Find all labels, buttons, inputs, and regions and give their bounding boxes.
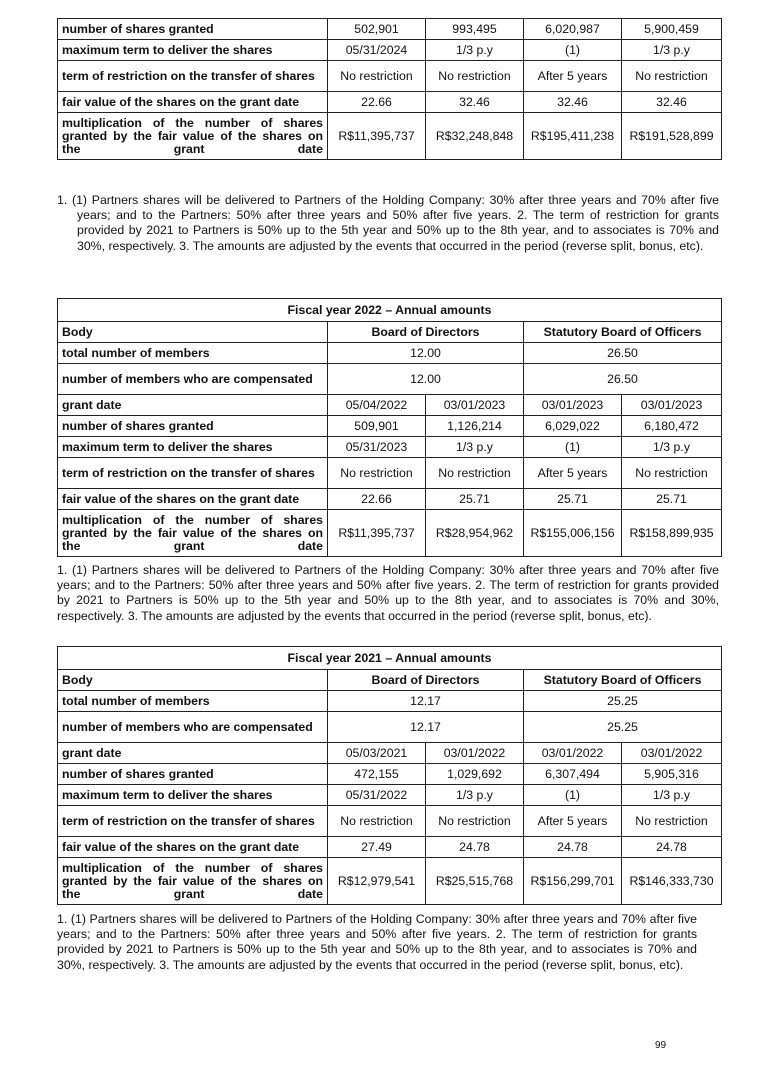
cell-value: 993,495 bbox=[426, 19, 524, 40]
table-header-row bbox=[58, 670, 722, 691]
row-label: term of restriction on the transfer of shares bbox=[58, 806, 328, 837]
cell-value: 1/3 p.y bbox=[426, 437, 524, 458]
row-label: total number of members bbox=[58, 343, 328, 364]
cell-value: No restriction bbox=[426, 61, 524, 92]
table-footnote: 1. (1) Partners shares will be delivered to Partners of the Holding Company: 30% after three years and 70% after five years; and to the Partners: 50% after three years and 50% after five years. 2. The term of restriction for grants provided by 2021 to Partners is 50% up to the 5th year and 50% up to the 8th year, and to associates is 70% and 30%, respectively. 3. The amounts are adjusted by the events that occurred in the period (reverse split, bonus, etc). bbox=[57, 193, 719, 253]
row-label: number of members who are compensated bbox=[58, 712, 328, 743]
table-row bbox=[58, 416, 722, 437]
cell-value: 1,126,214 bbox=[426, 416, 524, 437]
cell-value: R$11,395,737 bbox=[328, 113, 426, 160]
cell-value: 25.71 bbox=[524, 489, 622, 510]
cell-value: 26.50 bbox=[524, 364, 722, 395]
row-label: maximum term to deliver the shares bbox=[58, 437, 328, 458]
cell-value: R$12,979,541 bbox=[328, 858, 426, 905]
cell-value: 03/01/2023 bbox=[426, 395, 524, 416]
cell-value: 1/3 p.y bbox=[622, 785, 722, 806]
statutory-board-header: Statutory Board of Officers bbox=[524, 322, 722, 343]
cell-value: 03/01/2022 bbox=[622, 743, 722, 764]
cell-value: 1/3 p.y bbox=[426, 40, 524, 61]
cell-value: 22.66 bbox=[328, 92, 426, 113]
cell-value: 25.25 bbox=[524, 712, 722, 743]
cell-value: 05/04/2022 bbox=[328, 395, 426, 416]
cell-value: 12.00 bbox=[328, 364, 524, 395]
cell-value: 22.66 bbox=[328, 489, 426, 510]
cell-value: 05/03/2021 bbox=[328, 743, 426, 764]
cell-value: After 5 years bbox=[524, 806, 622, 837]
row-label: fair value of the shares on the grant date bbox=[58, 489, 328, 510]
cell-value: (1) bbox=[524, 437, 622, 458]
cell-value: 25.25 bbox=[524, 691, 722, 712]
cell-value: After 5 years bbox=[524, 458, 622, 489]
cell-value: 5,900,459 bbox=[622, 19, 722, 40]
cell-value: 26.50 bbox=[524, 343, 722, 364]
table-row bbox=[58, 19, 722, 40]
cell-value: 05/31/2022 bbox=[328, 785, 426, 806]
table-row bbox=[58, 61, 722, 92]
table-row bbox=[58, 395, 722, 416]
cell-value: 6,307,494 bbox=[524, 764, 622, 785]
cell-value: 27.49 bbox=[328, 837, 426, 858]
cell-value: 1,029,692 bbox=[426, 764, 524, 785]
table-footnote: 1. (1) Partners shares will be delivered to Partners of the Holding Company: 30% after three years and 70% after five years; and to the Partners: 50% after three years and 50% after five years. 2. The term of restriction for grants provided by 2021 to Partners is 50% up to the 5th year and 50% up to the 8th year, and to associates is 70% and 30%, respectively. 3. The amounts are adjusted by the events that occurred in the period (reverse split, bonus, etc). bbox=[57, 912, 697, 972]
row-label: fair value of the shares on the grant date bbox=[58, 837, 328, 858]
table-row bbox=[58, 364, 722, 395]
body-header: Body bbox=[58, 322, 328, 343]
board-of-directors-header: Board of Directors bbox=[328, 670, 524, 691]
cell-value: 502,901 bbox=[328, 19, 426, 40]
fiscal-2021-table bbox=[57, 646, 722, 905]
row-label: number of shares granted bbox=[58, 416, 328, 437]
table-row bbox=[58, 764, 722, 785]
table-row bbox=[58, 691, 722, 712]
row-label: number of members who are compensated bbox=[58, 364, 328, 395]
cell-value: No restriction bbox=[622, 61, 722, 92]
row-label: number of shares granted bbox=[58, 19, 328, 40]
table-row bbox=[58, 858, 722, 905]
cell-value: 25.71 bbox=[426, 489, 524, 510]
row-label: term of restriction on the transfer of shares bbox=[58, 61, 328, 92]
cell-value: 03/01/2023 bbox=[622, 395, 722, 416]
row-label: total number of members bbox=[58, 691, 328, 712]
table-row bbox=[58, 837, 722, 858]
row-label: term of restriction on the transfer of shares bbox=[58, 458, 328, 489]
table-row bbox=[58, 92, 722, 113]
row-label: grant date bbox=[58, 743, 328, 764]
cell-value: 32.46 bbox=[524, 92, 622, 113]
table-row bbox=[58, 458, 722, 489]
table-row bbox=[58, 40, 722, 61]
table-title: Fiscal year 2021 – Annual amounts bbox=[58, 647, 722, 670]
cell-value: No restriction bbox=[426, 806, 524, 837]
row-label: multiplication of the number of shares granted by the fair value of the shares on the grant date bbox=[58, 113, 328, 160]
cell-value: R$25,515,768 bbox=[426, 858, 524, 905]
table-footnote: 1. (1) Partners shares will be delivered to Partners of the Holding Company: 30% after three years and 70% after five years; and to the Partners: 50% after three years and 50% after five years. 2. The term of restriction for grants provided by 2021 to Partners is 50% up to the 5th year and 50% up to the 8th year, and to associates is 70% and 30%, respectively. 3. The amounts are adjusted by the events that occurred in the period (reverse split, bonus, etc). bbox=[57, 563, 719, 623]
table-row bbox=[58, 785, 722, 806]
cell-value: 03/01/2022 bbox=[524, 743, 622, 764]
cell-value: 24.78 bbox=[426, 837, 524, 858]
cell-value: 25.71 bbox=[622, 489, 722, 510]
fiscal-2022-table bbox=[57, 298, 722, 557]
table-row bbox=[58, 743, 722, 764]
cell-value: R$158,899,935 bbox=[622, 510, 722, 557]
cell-value: 1/3 p.y bbox=[622, 437, 722, 458]
cell-value: 6,029,022 bbox=[524, 416, 622, 437]
cell-value: 12.00 bbox=[328, 343, 524, 364]
cell-value: R$146,333,730 bbox=[622, 858, 722, 905]
table-row bbox=[58, 510, 722, 557]
cell-value: No restriction bbox=[622, 806, 722, 837]
cell-value: 12.17 bbox=[328, 712, 524, 743]
row-label: grant date bbox=[58, 395, 328, 416]
board-of-directors-header: Board of Directors bbox=[328, 322, 524, 343]
cell-value: (1) bbox=[524, 40, 622, 61]
cell-value: R$11,395,737 bbox=[328, 510, 426, 557]
row-label: multiplication of the number of shares granted by the fair value of the shares on the grant date bbox=[58, 858, 328, 905]
cell-value: No restriction bbox=[622, 458, 722, 489]
row-label: multiplication of the number of shares granted by the fair value of the shares on the grant date bbox=[58, 510, 328, 557]
table-row bbox=[58, 806, 722, 837]
cell-value: 03/01/2023 bbox=[524, 395, 622, 416]
cell-value: 6,180,472 bbox=[622, 416, 722, 437]
table-row bbox=[58, 343, 722, 364]
row-label: fair value of the shares on the grant date bbox=[58, 92, 328, 113]
table-title: Fiscal year 2022 – Annual amounts bbox=[58, 299, 722, 322]
cell-value: 509,901 bbox=[328, 416, 426, 437]
row-label: number of shares granted bbox=[58, 764, 328, 785]
cell-value: No restriction bbox=[328, 806, 426, 837]
table-row bbox=[58, 113, 722, 160]
cell-value: 12.17 bbox=[328, 691, 524, 712]
cell-value: (1) bbox=[524, 785, 622, 806]
cell-value: No restriction bbox=[328, 458, 426, 489]
table-row bbox=[58, 437, 722, 458]
cell-value: No restriction bbox=[426, 458, 524, 489]
table-header-row bbox=[58, 322, 722, 343]
share-grant-table-continued bbox=[57, 18, 722, 160]
cell-value: 32.46 bbox=[622, 92, 722, 113]
table-row bbox=[58, 489, 722, 510]
cell-value: R$195,411,238 bbox=[524, 113, 622, 160]
table-title-row bbox=[58, 647, 722, 670]
table-row bbox=[58, 712, 722, 743]
cell-value: R$156,299,701 bbox=[524, 858, 622, 905]
page-number: 99 bbox=[655, 1040, 667, 1051]
cell-value: 1/3 p.y bbox=[426, 785, 524, 806]
body-header: Body bbox=[58, 670, 328, 691]
cell-value: 32.46 bbox=[426, 92, 524, 113]
cell-value: 24.78 bbox=[524, 837, 622, 858]
cell-value: R$28,954,962 bbox=[426, 510, 524, 557]
row-label: maximum term to deliver the shares bbox=[58, 785, 328, 806]
cell-value: R$32,248,848 bbox=[426, 113, 524, 160]
cell-value: 24.78 bbox=[622, 837, 722, 858]
cell-value: 6,020,987 bbox=[524, 19, 622, 40]
table-title-row bbox=[58, 299, 722, 322]
cell-value: No restriction bbox=[328, 61, 426, 92]
cell-value: 03/01/2022 bbox=[426, 743, 524, 764]
cell-value: R$155,006,156 bbox=[524, 510, 622, 557]
cell-value: R$191,528,899 bbox=[622, 113, 722, 160]
cell-value: 472,155 bbox=[328, 764, 426, 785]
cell-value: 1/3 p.y bbox=[622, 40, 722, 61]
cell-value: 5,905,316 bbox=[622, 764, 722, 785]
row-label: maximum term to deliver the shares bbox=[58, 40, 328, 61]
cell-value: 05/31/2024 bbox=[328, 40, 426, 61]
cell-value: 05/31/2023 bbox=[328, 437, 426, 458]
cell-value: After 5 years bbox=[524, 61, 622, 92]
statutory-board-header: Statutory Board of Officers bbox=[524, 670, 722, 691]
